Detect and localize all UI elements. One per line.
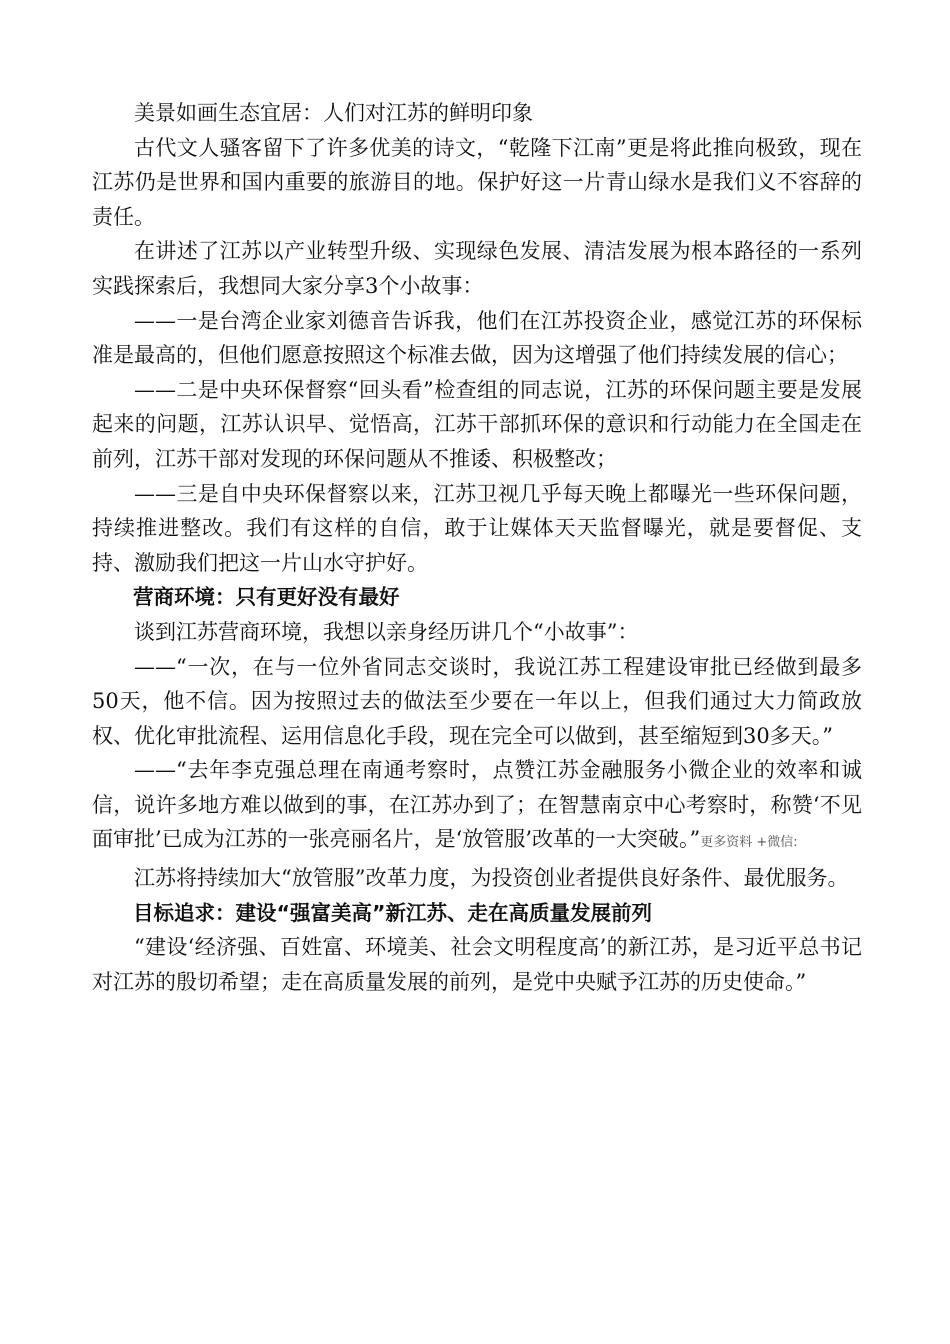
paragraph: “建设‘经济强、百姓富、环境美、社会文明程度高’的新江苏，是习近平总书记对江苏的殷切希望；走在高质量发展的前列，是党中央赋予江苏的历史使命。” [92,935,862,994]
section-heading-goals: 目标追求：建设“强富美高”新江苏、走在高质量发展前列 [133,900,652,925]
paragraph: ——二是中央环保督察“回头看”检查组的同志说，江苏的环保问题主要是发展起来的问题，江苏认识早、觉悟高，江苏干部抓环保的意识和行动能力在全国走在前列，江苏干部对发现的环保问题从不推诿、积极整改； [92,377,862,471]
paragraph [92,753,862,861]
section-heading-ecology: 美景如画生态宜居：人们对江苏的鲜明印象 [134,101,533,125]
paragraph: 江苏将持续加大“放管服”改革力度，为投资创业者提供良好条件、最优服务。 [134,866,849,891]
paragraph-text: ——“去年李克强总理在南通考察时，点赞江苏金融服务小微企业的效率和诚信，说许多地方难以做到的事，在江苏办到了；在智慧南京中心考察时，称赞‘不见面审批’已成为江苏的一张亮丽名片，是‘放管服’改革的一大突破。” [92,758,862,852]
paragraph: 在讲述了江苏以产业转型升级、实现绿色发展、清洁发展为根本路径的一系列实践探索后，我想同大家分享3个小故事： [92,239,862,298]
paragraph: 古代文人骚客留下了许多优美的诗文，“乾隆下江南”更是将此推向极致，现在江苏仍是世界和国内重要的旅游目的地。保护好这一片青山绿水是我们义不容辞的责任。 [92,135,862,229]
paragraph: ——“一次，在与一位外省同志交谈时，我说江苏工程建设审批已经做到最多50天，他不信。因为按照过去的做法至少要在一年以上，但我们通过大力简政放权、优化审批流程、运用信息化手段，现在完全可以做到，甚至缩短到30多天。” [92,654,862,748]
paragraph: ——三是自中央环保督察以来，江苏卫视几乎每天晚上都曝光一些环保问题，持续推进整改。我们有这样的自信，敢于让媒体天天监督曝光，就是要督促、支持、激励我们把这一片山水守护好。 [92,481,862,575]
paragraph: 谈到江苏营商环境，我想以亲身经历讲几个“小故事”： [134,619,639,644]
document-page [92,96,862,999]
promo-note: 更多资料 +微信: [700,835,798,851]
paragraph: ——一是台湾企业家刘德音告诉我，他们在江苏投资企业，感觉江苏的环保标准是最高的，但他们愿意按照这个标准去做，因为这增强了他们持续发展的信心； [92,308,862,368]
section-heading-business: 营商环境：只有更好没有最好 [133,585,400,610]
